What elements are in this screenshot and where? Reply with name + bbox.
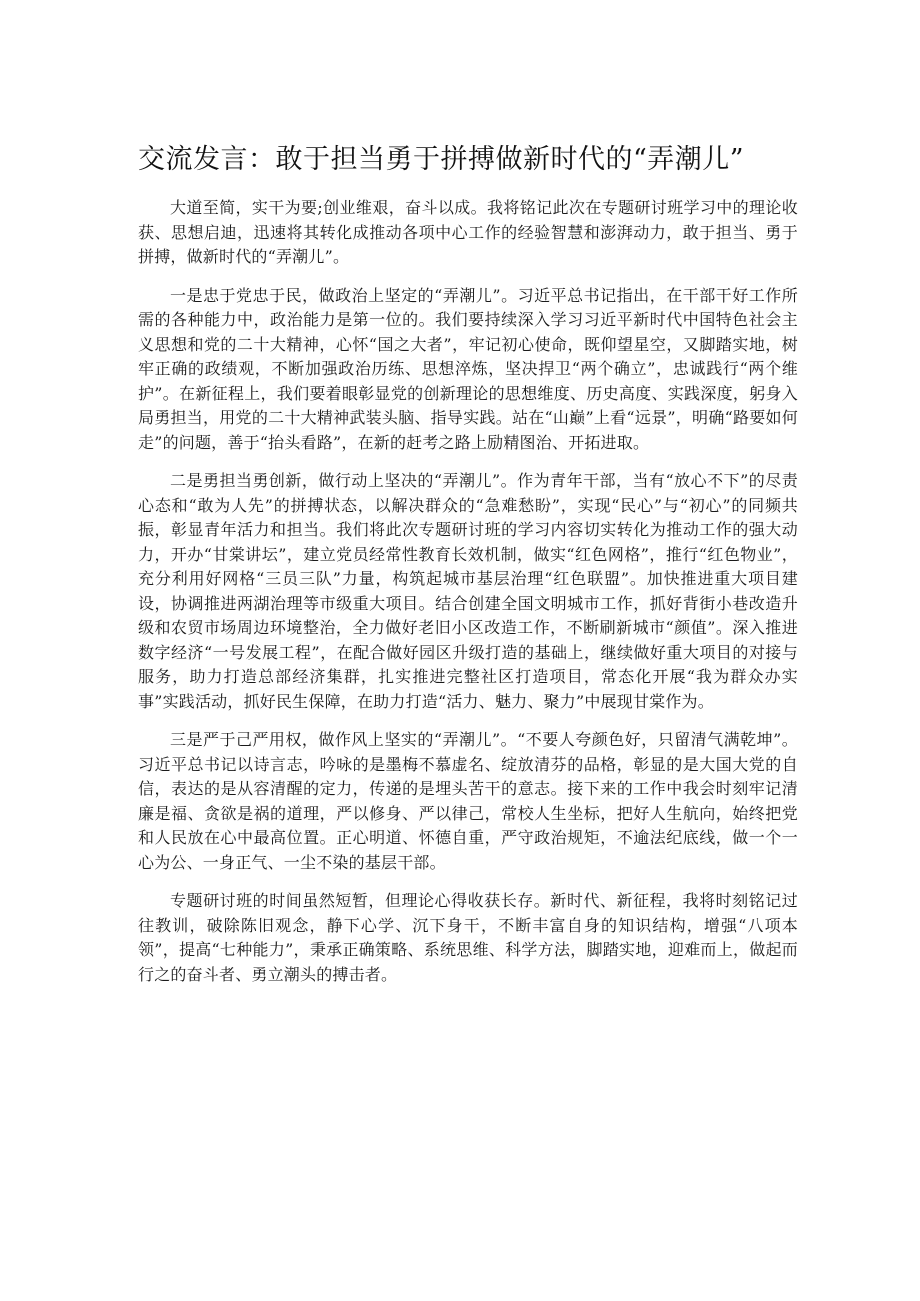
document-page xyxy=(138,140,798,1001)
document-title: 交流发言：敢于担当勇于拼搏做新时代的“弄潮儿” xyxy=(138,144,745,175)
paragraph-conduct-integrity: 三是严于己严用权，做作风上坚实的“弄潮儿”。“不要人夸颜色好，只留清气满乾坤”。习近平总书记以诗言志，吟咏的是墨梅不慕虚名、绽放清芬的品格，彰显的是大国大党的自信，表达的是从容清醒的定力，传递的是埋头苦干的意志。接下来的工作中我会时刻牢记清廉是福、贪欲是祸的道理，严以修身、严以律己，常校人生坐标，把好人生航向，始终把党和人民放在心中最高位置。正心明道、怀德自重，严守政治规矩，不逾法纪底线，做一个一心为公、一身正气、一尘不染的基层干部。 xyxy=(138,730,798,872)
paragraph-action-innovation: 二是勇担当勇创新，做行动上坚决的“弄潮儿”。作为青年干部，当有“放心不下”的尽责心态和“敢为人先”的拼搏状态，以解决群众的“急难愁盼”，实现“民心”与“初心”的同频共振，彰显青年活力和担当。我们将此次专题研讨班的学习内容切实转化为推动工作的强大动力，开办“甘棠讲坛”，建立党员经常性教育长效机制，做实“红色网格”，推行“红色物业”，充分利用好网格“三员三队”力量，构筑起城市基层治理“红色联盟”。加快推进重大项目建设，协调推进两湖治理等市级重大项目。结合创建全国文明城市工作，抓好背街小巷改造升级和农贸市场周边环境整治，全力做好老旧小区改造工作，不断刷新城市“颜值”。深入推进数字经济“一号发展工程”，在配合做好园区升级打造的基础上，继续做好重大项目的对接与服务，助力打造总部经济集群，扎实推进完整社区打造项目，常态化开展“我为群众办实事”实践活动，抓好民生保障，在助力打造“活力、魅力、聚力”中展现甘棠作为。 xyxy=(138,471,798,711)
paragraph-conclusion: 专题研讨班的时间虽然短暂，但理论心得收获长存。新时代、新征程，我将时刻铭记过往教训，破除陈旧观念，静下心学、沉下身干，不断丰富自身的知识结构，增强“八项本领”，提高“七种能力”，秉承正确策略、系统思维、科学方法，脚踏实地，迎难而上，做起而行之的奋斗者、勇立潮头的搏击者。 xyxy=(138,891,798,984)
paragraph-political-loyalty: 一是忠于党忠于民，做政治上坚定的“弄潮儿”。习近平总书记指出，在干部干好工作所需的各种能力中，政治能力是第一位的。我们要持续深入学习习近平新时代中国特色社会主义思想和党的二十大精神，心怀“国之大者”，牢记初心使命，既仰望星空，又脚踏实地，树牢正确的政绩观，不断加强政治历练、思想淬炼，坚决捍卫“两个确立”，忠诚践行“两个维护”。在新征程上，我们要着眼彰显党的创新理论的思想维度、历史高度、实践深度，躬身入局勇担当，用党的二十大精神武装头脑、指导实践。站在“山巅”上看“远景”，明确“路要如何走”的问题，善于“抬头看路”，在新的赶考之路上励精图治、开拓进取。 xyxy=(138,285,798,452)
paragraph-intro: 大道至简，实干为要;创业维艰，奋斗以成。我将铭记此次在专题研讨班学习中的理论收获、思想启迪，迅速将其转化成推动各项中心工作的经验智慧和澎湃动力，敢于担当、勇于拼搏，做新时代的“弄潮儿”。 xyxy=(138,198,798,266)
